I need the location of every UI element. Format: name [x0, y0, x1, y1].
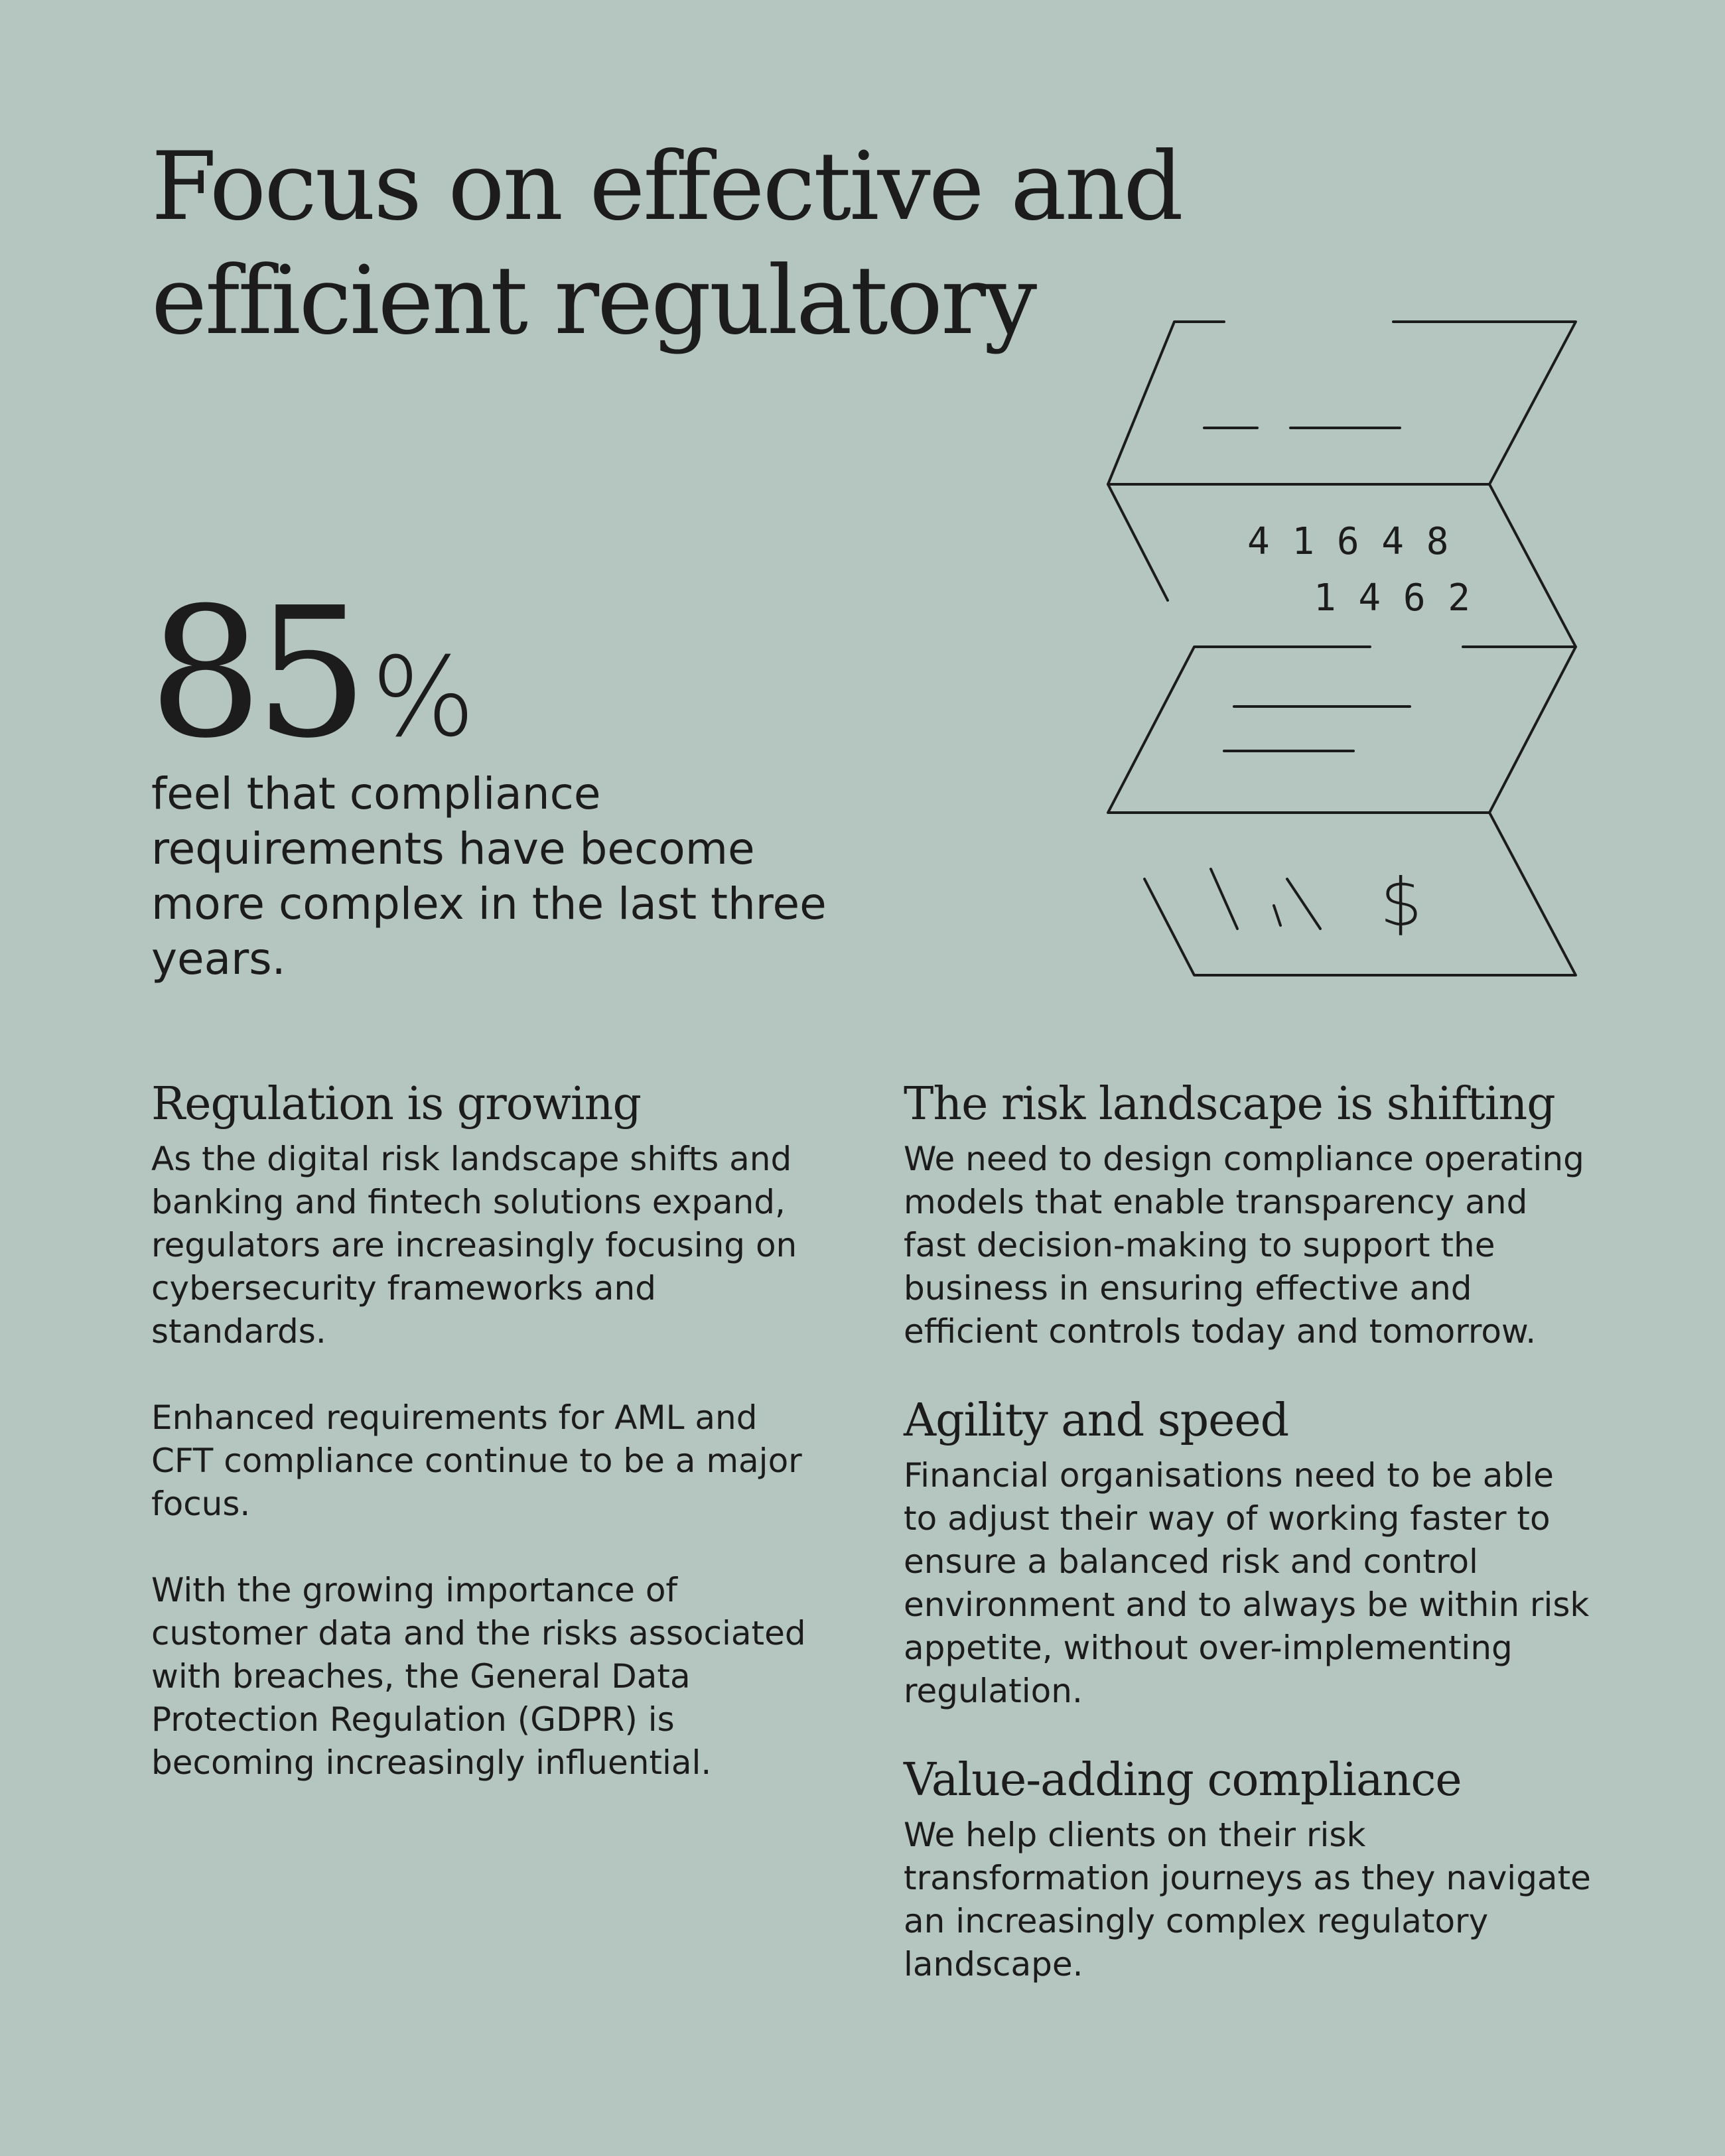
left-column	[151, 1078, 828, 1785]
section-value-adding	[904, 1754, 1594, 1986]
dollar-icon: $	[1380, 864, 1422, 941]
paragraph-gdpr: With the growing importance of customer data and the risks associated with breaches, the General Data Protection Regulation (GDPR) is becoming increasingly influential.	[151, 1571, 806, 1782]
paragraph-cybersecurity: As the digital risk landscape shifts and banking and fintech solutions expand, regulators are increasingly focusing on cybersecurity frameworks and standards.	[151, 1140, 797, 1351]
paragraph-aml-cft: Enhanced requirements for AML and CFT compliance continue to be a major focus.	[151, 1398, 802, 1523]
stat-figure	[149, 569, 476, 777]
stat-description: feel that compliance requirements have become more complex in the last three years.	[151, 768, 827, 984]
section-heading-risk-landscape: The risk landscape is shifting	[904, 1078, 1555, 1130]
section-text-risk-landscape: We need to design compliance operating models that enable transparency and fast decision-making to support the business in ensuring effective and efficient controls today and tomorrow.	[904, 1140, 1584, 1351]
page-title-line-2: efficient regulatory	[151, 246, 1036, 356]
section-agility	[904, 1394, 1594, 1713]
section-heading-value-adding: Value-adding compliance	[904, 1754, 1462, 1806]
stat-unit: %	[371, 634, 476, 761]
section-text-value-adding: We help clients on their risk transformation journeys as they navigate an increasingly complex regulatory landscape.	[904, 1816, 1591, 1984]
right-column	[904, 1078, 1594, 1986]
section-heading-regulation: Regulation is growing	[151, 1078, 641, 1130]
digits-row-2: 1 4 6 2	[1314, 576, 1471, 620]
section-text-agility: Financial organisations need to be able to adjust their way of working faster to ensure a balanced risk and control environment and to always be within risk appetite, without over-implementing regulation.	[904, 1456, 1590, 1710]
section-risk-landscape	[904, 1078, 1594, 1353]
page-title-line-1: Focus on effective and	[151, 132, 1182, 241]
folded-document-illustration	[1088, 305, 1592, 988]
stat-value: 85	[149, 569, 361, 777]
digits-row-1: 4 1 6 4 8	[1247, 520, 1449, 563]
section-heading-agility: Agility and speed	[904, 1394, 1289, 1447]
